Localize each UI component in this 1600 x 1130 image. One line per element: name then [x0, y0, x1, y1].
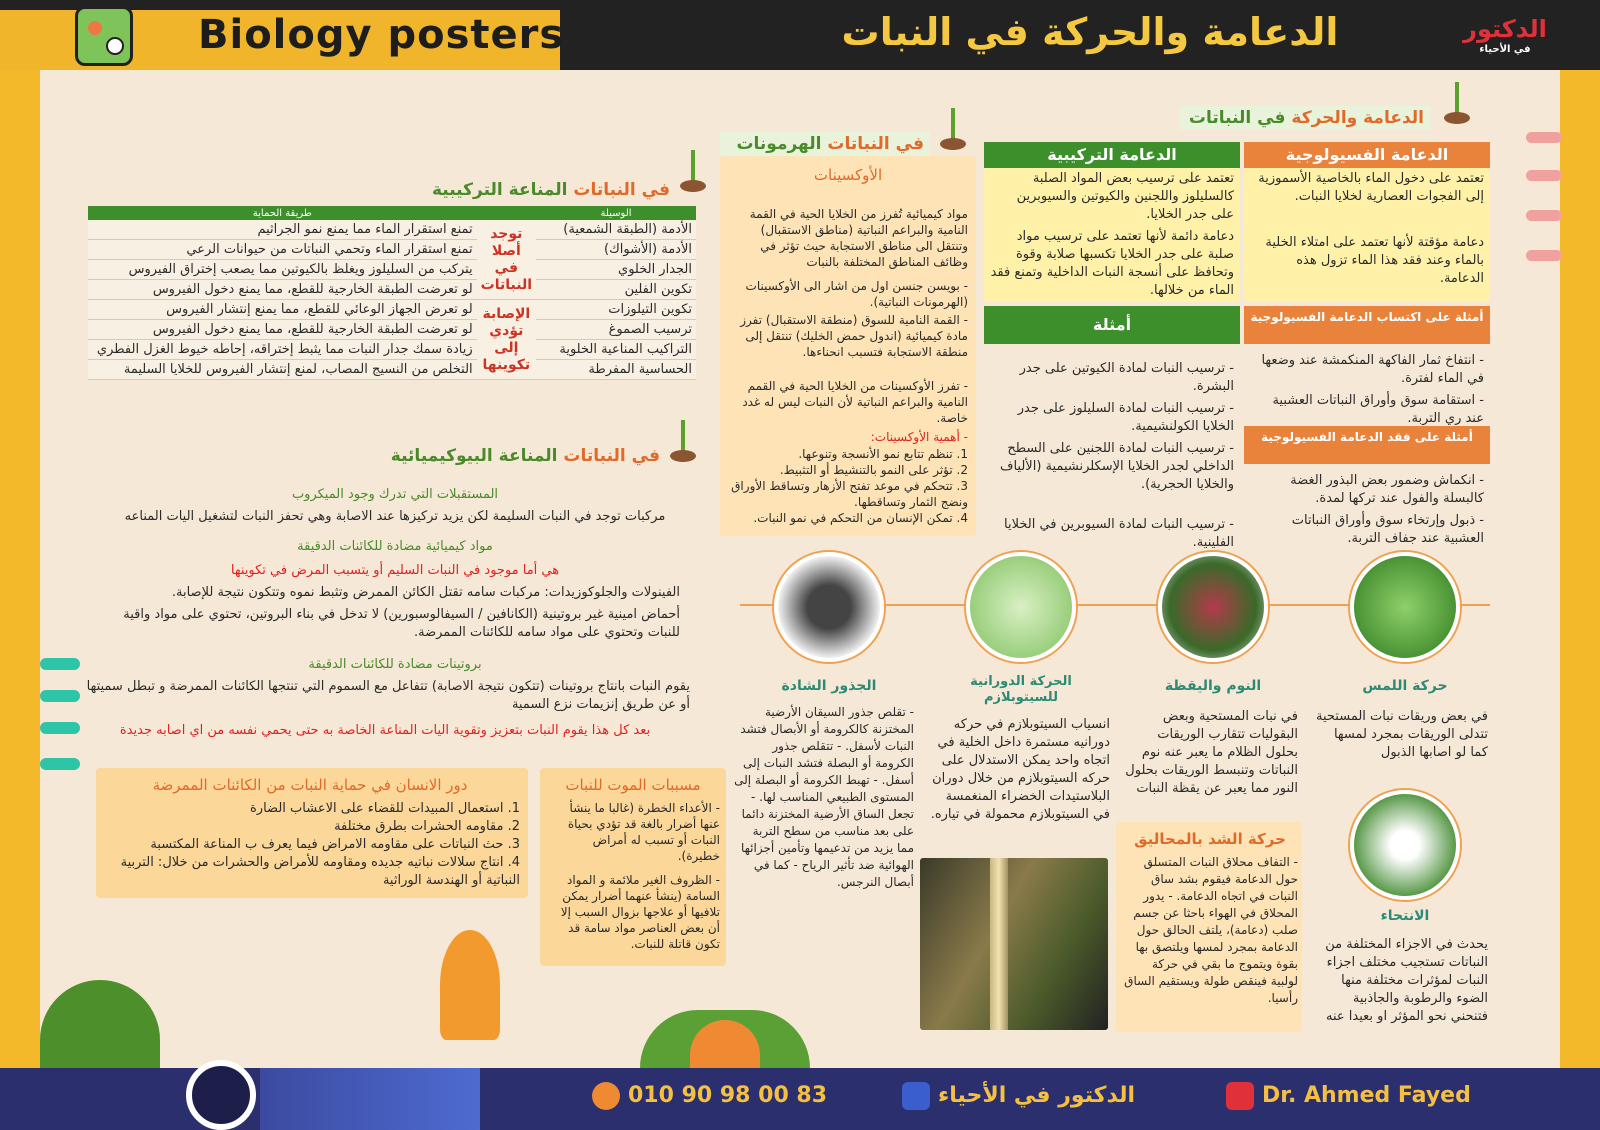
auxin-importance-item: 1. تنظم تتابع نمو الأنسجة وتنوعها. [798, 447, 968, 461]
decor-tree [440, 930, 500, 1040]
tropism-text: يحدث في الاجزاء المختلفة من النباتات تستجيب مختلف اجزاء النبات لمؤثرات مختلفة منها الضوء والرطوبة والجاذبية فتنحني نحو المؤثر او بعيدا عنه [1325, 937, 1488, 1024]
contractile-roots-image [774, 552, 884, 662]
table-row: الأدمة (الطبقة الشمعية) توجد أصلا في النباتات تمنع استقرار الماء مما يمنع نمو الجراثيم [88, 220, 696, 240]
tendril-photo [920, 858, 1108, 1030]
sleep-label: النوم واليقظة [1164, 678, 1262, 694]
col-method-header: طريقة الحماية [88, 206, 477, 220]
biochem-sub2: مواد كيميائية مضادة للكائنات الدقيقة [297, 539, 493, 554]
hormones-p3: - القمة النامية للسوق (منطقة الاستقبال) تفرز مادة كيميائية (اندول حمض الخليك) تنتقل إلى منطقة الاستجابة فتسبب انحناءها. [740, 313, 968, 359]
tropism-label: الانتحاء [1380, 908, 1430, 924]
loss-item: - ذبول وإرتخاء سوق وأوراق النباتات العشبية عند جفاف التربة. [1291, 513, 1484, 546]
facebook-icon [902, 1082, 930, 1110]
footer-bar [0, 1068, 1600, 1130]
brand-logo [1455, 14, 1555, 66]
biochem-bullet1: الفينولات والجلوكوزيدات: مركبات سامه تقتل الكائن الممرض وتثبط نموه وتتكون نتيجة للإصابة. [171, 585, 680, 600]
right-border [1560, 70, 1600, 1070]
phone-contact[interactable] [592, 1082, 827, 1110]
col-means-header: الوسيلة [536, 206, 696, 220]
examples-item: - ترسيب النبات لمادة السيوبرين في الخلايا الفلينية. [1004, 517, 1234, 550]
table-row: الأدمة (الأشواك) تمنع استقرار الماء وتحمي النباتات من حيوانات الرعي [88, 240, 696, 260]
human-role-title: دور الانسان في حماية النبات من الكائنات الممرضة [152, 776, 468, 794]
cyclosis-label: الحركة الدورانية للسيتوبلازم [970, 674, 1072, 705]
tropism-image [1350, 790, 1460, 900]
youtube-channel-name: Dr. Ahmed Fayed [1262, 1083, 1471, 1108]
sprout-icon [670, 420, 696, 462]
decor-pill [1526, 170, 1562, 181]
physiological-support-header: الدعامة الفسيولوجية [1244, 142, 1490, 168]
structural-support-header: الدعامة التركيبية [984, 142, 1240, 168]
tendril-label: حركة الشد بالمحاليق [1134, 830, 1286, 848]
loss-examples-header: أمثلة على فقد الدعامة الفسيولوجية [1244, 426, 1490, 464]
decor-pill [40, 690, 80, 702]
hormones-p1: مواد كيميائية تُفرز من الخلايا الحية في القمة النامية والبراعم النباتية (مناطق الاستقبال) وتنتقل الى مناطق الاستجابة حيث تؤثر في وظائف المناطق المختلفة بالنبات [749, 207, 968, 269]
sprout-icon [940, 108, 966, 150]
hormones-p4: - تفرز الأوكسينات من الخلايا الحية في القمم النامية والبراعم النباتية لأن النبات ليس له غدد خاصة. [742, 379, 968, 425]
touch-label: حركة اللمس [1362, 678, 1448, 694]
auxin-importance-item: 3. تتحكم في موعد تفتح الأزهار وتساقط الأوراق ونضج الثمار وتساقطها. [731, 479, 968, 509]
gain-item: - انتفاخ ثمار الفاكهة المنكمشة عند وضعها في الماء لفترة. [1261, 353, 1484, 386]
death-causes-title: مسببات الموت للنبات [565, 776, 701, 794]
left-border [0, 70, 40, 1070]
biochem-sub3: بروتينات مضادة للكائنات الدقيقة [308, 657, 482, 672]
examples-item: - ترسيب النبات لمادة اللجنين على السطح الداخلي لجدر الخلايا الإسكلرنشيمية (الألياف والخلايا الحجرية). [999, 441, 1234, 492]
human-role-item: 1. استعمال المبيدات للقضاء على الاعشاب الضارة [250, 801, 520, 816]
biochem-sub1: المستقبلات التي تدرك وجود الميكروب [291, 487, 499, 502]
facebook-page-name: الدكتور في الأحياء [938, 1083, 1135, 1108]
biochem-text3: يقوم النبات بانتاج بروتينات (تتكون نتيجة الاصابة) تتفاعل مع السموم التي تنتجها الكائنات الممرضة و تبطل سميتها أو عن طريق إنزيمات نزع السمية [86, 679, 690, 712]
cyclosis-image [966, 552, 1076, 662]
group-label-infection: الإصابة تؤدي إلى تكوينها [477, 300, 536, 380]
auxin-importance-item: 4. تمكن الإنسان من التحكم في نمو النبات. [753, 511, 968, 525]
sprout-icon [680, 150, 706, 192]
structural-immunity-title: في النباتات المناعة التركيبية [431, 180, 670, 200]
biochem-bullet2: أحماض امينية غير بروتينية (الكانافين / السيفالوسبورين) لا تدخل في بناء البروتين، تحتوي على مواد واقية للنبات وتحتوي على مواد سامه للكائنات الممرضة. [123, 607, 680, 640]
auxin-importance-item: 2. تؤثر على النمو بالتنشيط أو التثبيط. [779, 463, 968, 477]
logo-sub-text: في الأحياء [1479, 44, 1531, 55]
structural-p1: تعتمد على ترسيب بعض المواد الصلبة كالسليلوز واللجنين والكيوتين والسيوبرين على جدر الخلايا. [1016, 171, 1234, 222]
auxins-subtitle: الأوكسينات [813, 166, 883, 184]
phone-icon [592, 1082, 620, 1110]
physio-p1: تعتمد على دخول الماء بالخاصية الأسموزية إلى الفجوات العصارية لخلايا النبات. [1258, 171, 1484, 204]
decor-pill [40, 758, 80, 770]
table-row: تكوين الفلين لو تعرضت الطبقة الخارجية للقطع، مما يمنع دخول الفيروس [88, 280, 696, 300]
biochemical-immunity-title: في النباتات المناعة البيوكيميائية [390, 446, 660, 466]
decor-pill [40, 658, 80, 670]
poster-series-title: Biology posters [198, 12, 565, 58]
examples-item: - ترسيب النبات لمادة السليلوز على جدر الخلايا الكولنشيمية. [1017, 401, 1234, 434]
human-role-item: 4. انتاج سلالات نباتيه جديده ومقاومه للأمراض والحشرات من خلال: التربية النباتية أو الهندسة الوراثية [120, 855, 520, 888]
youtube-icon [1226, 1082, 1254, 1110]
decor-pill [1526, 250, 1562, 261]
structural-p2: دعامة دائمة لأنها تعتمد على ترسيب مواد صلبة على جدر الخلايا تكسبها صلابة وقوة وتحافظ على أنسجة النبات الداخلية وتمنع فقد الماء من خلالها. [990, 229, 1234, 298]
footer-stripe [260, 1068, 480, 1130]
examples-item: - ترسيب النبات لمادة الكيوتين على جدر البشرة. [1019, 361, 1234, 394]
table-row: تكوين التيلوزات الإصابة تؤدي إلى تكوينها لو تعرض الجهاز الوعائي للقطع، مما يمنع إنتشار الفيروس [88, 300, 696, 320]
facebook-contact[interactable] [902, 1082, 1135, 1110]
table-row: التراكيب المناعية الخلوية زيادة سمك جدار النبات مما يثبط إختراقه، إحاطه خيوط الغزل الفطري [88, 340, 696, 360]
gain-item: - استقامة سوق وأوراق النباتات العشبية عند ري التربة. [1272, 393, 1484, 426]
header-bar [0, 0, 1600, 70]
loss-item: - انكماش وضمور بعض البذور الغضة كالبسلة والفول عند تركها لمدة. [1290, 473, 1484, 506]
biochem-text1: مركبات توجد في النبات السليمة لكن يزيد تركيزها عند الاصابة وهي تحفز النبات لتشغيل اليات المناعه [124, 509, 666, 524]
touch-movement-image [1350, 552, 1460, 662]
decor-bush [40, 980, 160, 1068]
human-role-item: 2. مقاومه الحشرات بطرق مختلفة [334, 819, 520, 834]
physio-p2: دعامة مؤقتة لأنها تعتمد على امتلاء الخلية بالماء وعند فقد هذا الماء تزول هذه الدعامة. [1265, 235, 1484, 286]
plant-cell-icon [75, 6, 133, 66]
table-row: الجدار الخلوي يتركب من السليلوز ويغلظ بالكيوتين مما يصعب إختراق الفيروس [88, 260, 696, 280]
table-row: الحساسية المفرطة التخلص من النسيج المصاب، لمنع إنتشار الفيروس للخلايا السليمة [88, 360, 696, 380]
touch-text: في بعض وريقات نبات المستحية تتدلى الوريقات بمجرد لمسها كما لو اصابها الذبول [1316, 709, 1488, 760]
support-title: الدعامة والحركة في النباتات [1180, 106, 1430, 130]
death-causes-text2: - الظروف الغير ملائمة و المواد السامة (ينشأ عنهما أضرار يمكن تلافيها أو علاجها بزوال السبب إلا أن بعض العناصر مواد سامة قد تكون قاتلة للنبات. [560, 873, 720, 951]
decor-pill [1526, 132, 1562, 143]
human-role-item: 3. حث النباتات على مقاومه الامراض فيما يعرف ب المناعة المكتسبة [150, 837, 520, 852]
tendril-text: - التفاف محلاق النبات المتسلق حول الدعامة فيقوم بشد ساق النبات في اتجاه الدعامة. - يدور المحلاق في الهواء باحثا عن جسم صلب (دعامة)، يلتف الحالق حول الدعامة بمجرد لمسها ويلتصق بها بقوة ويتموج ما بقي في حركة لولبية فينقص طولة ويستقيم الساق رأسيا. [1124, 855, 1298, 1005]
examples-header: أمثلة [984, 306, 1240, 344]
logo-main-text: الدكتور [1463, 15, 1547, 43]
structural-immunity-table [88, 206, 696, 380]
table-row: ترسيب الصموغ لو تعرضت الطبقة الخارجية للقطع، مما يمنع دخول الفيروس [88, 320, 696, 340]
cyclosis-text: انسياب السيتوبلازم في حركه دورانيه مستمرة داخل الخلية في اتجاه واحد يمكن الاستدلال على حركه السيتوبلازم من خلال دوران البلاستيدات الخضراء المنغمسة في السيتوبلازم محمولة في تياره. [930, 717, 1110, 822]
roots-label: الجذور الشادة [781, 678, 877, 694]
hormones-p2: - بويسن جنسن اول من اشار الى الأوكسينات (الهرمونات النباتية). [745, 279, 968, 309]
biochem-text4: بعد كل هذا يقوم النبات بتعزيز وتقوية اليات المناعة الخاصة به حتى يحمي نفسه من اي اصابه جديدة [119, 723, 651, 738]
biochem-text2: هي أما موجود في النبات السليم أو يتسبب المرض في تكوينها [230, 563, 560, 578]
gain-examples-header: أمثلة على اكتساب الدعامة الفسيولوجية [1244, 306, 1490, 344]
decor-pill [40, 722, 80, 734]
phone-number: 010 90 98 00 83 [628, 1083, 828, 1108]
sleep-movement-image [1158, 552, 1268, 662]
youtube-contact[interactable] [1226, 1082, 1471, 1110]
death-causes-text1: - الأعداء الخطرة (غالبا ما ينشأ عنها أضرار بالغة قد تؤدي بحياة النبات أو تسبب له أمراض خطيرة). [567, 801, 720, 863]
sleep-text: في نبات المستحية وبعض البقوليات تتقارب الوريقات بحلول الظلام ما يعبر عنه نوم النباتات وتنبسط الوريقات بحلول النور مما يعبر عن يقظة النبات [1125, 709, 1298, 796]
poster-title: الدعامة والحركة في النبات [841, 10, 1339, 54]
decor-pill [1526, 210, 1562, 221]
hormones-p5: - أهمية الأوكسينات: [870, 430, 968, 444]
footer-circle-decor [186, 1060, 256, 1130]
hormones-title: في النباتات الهرمونات [720, 132, 930, 156]
sprout-icon [1444, 82, 1470, 124]
roots-text: - تقلص جذور السيقان الأرضية المختزنة كالكرومة أو الأبصال فتشد النبات لأسفل. - تتقلص جذور الكرومة أو البصلة فتشد النبات إلى أسفل. - تهبط الكرومة أو البصلة إلى المستوى الطبيعي المناسب لها. - تجعل الساق الأرضية المختزنة دائما على بعد مناسب من سطح التربة مما يزيد من تدعيمها وتأمين أجزائها الهوائية ضد تأثير الرياح - كما في أبصال النرجس. [734, 705, 914, 889]
group-label-existing: توجد أصلا في النباتات [477, 220, 536, 300]
